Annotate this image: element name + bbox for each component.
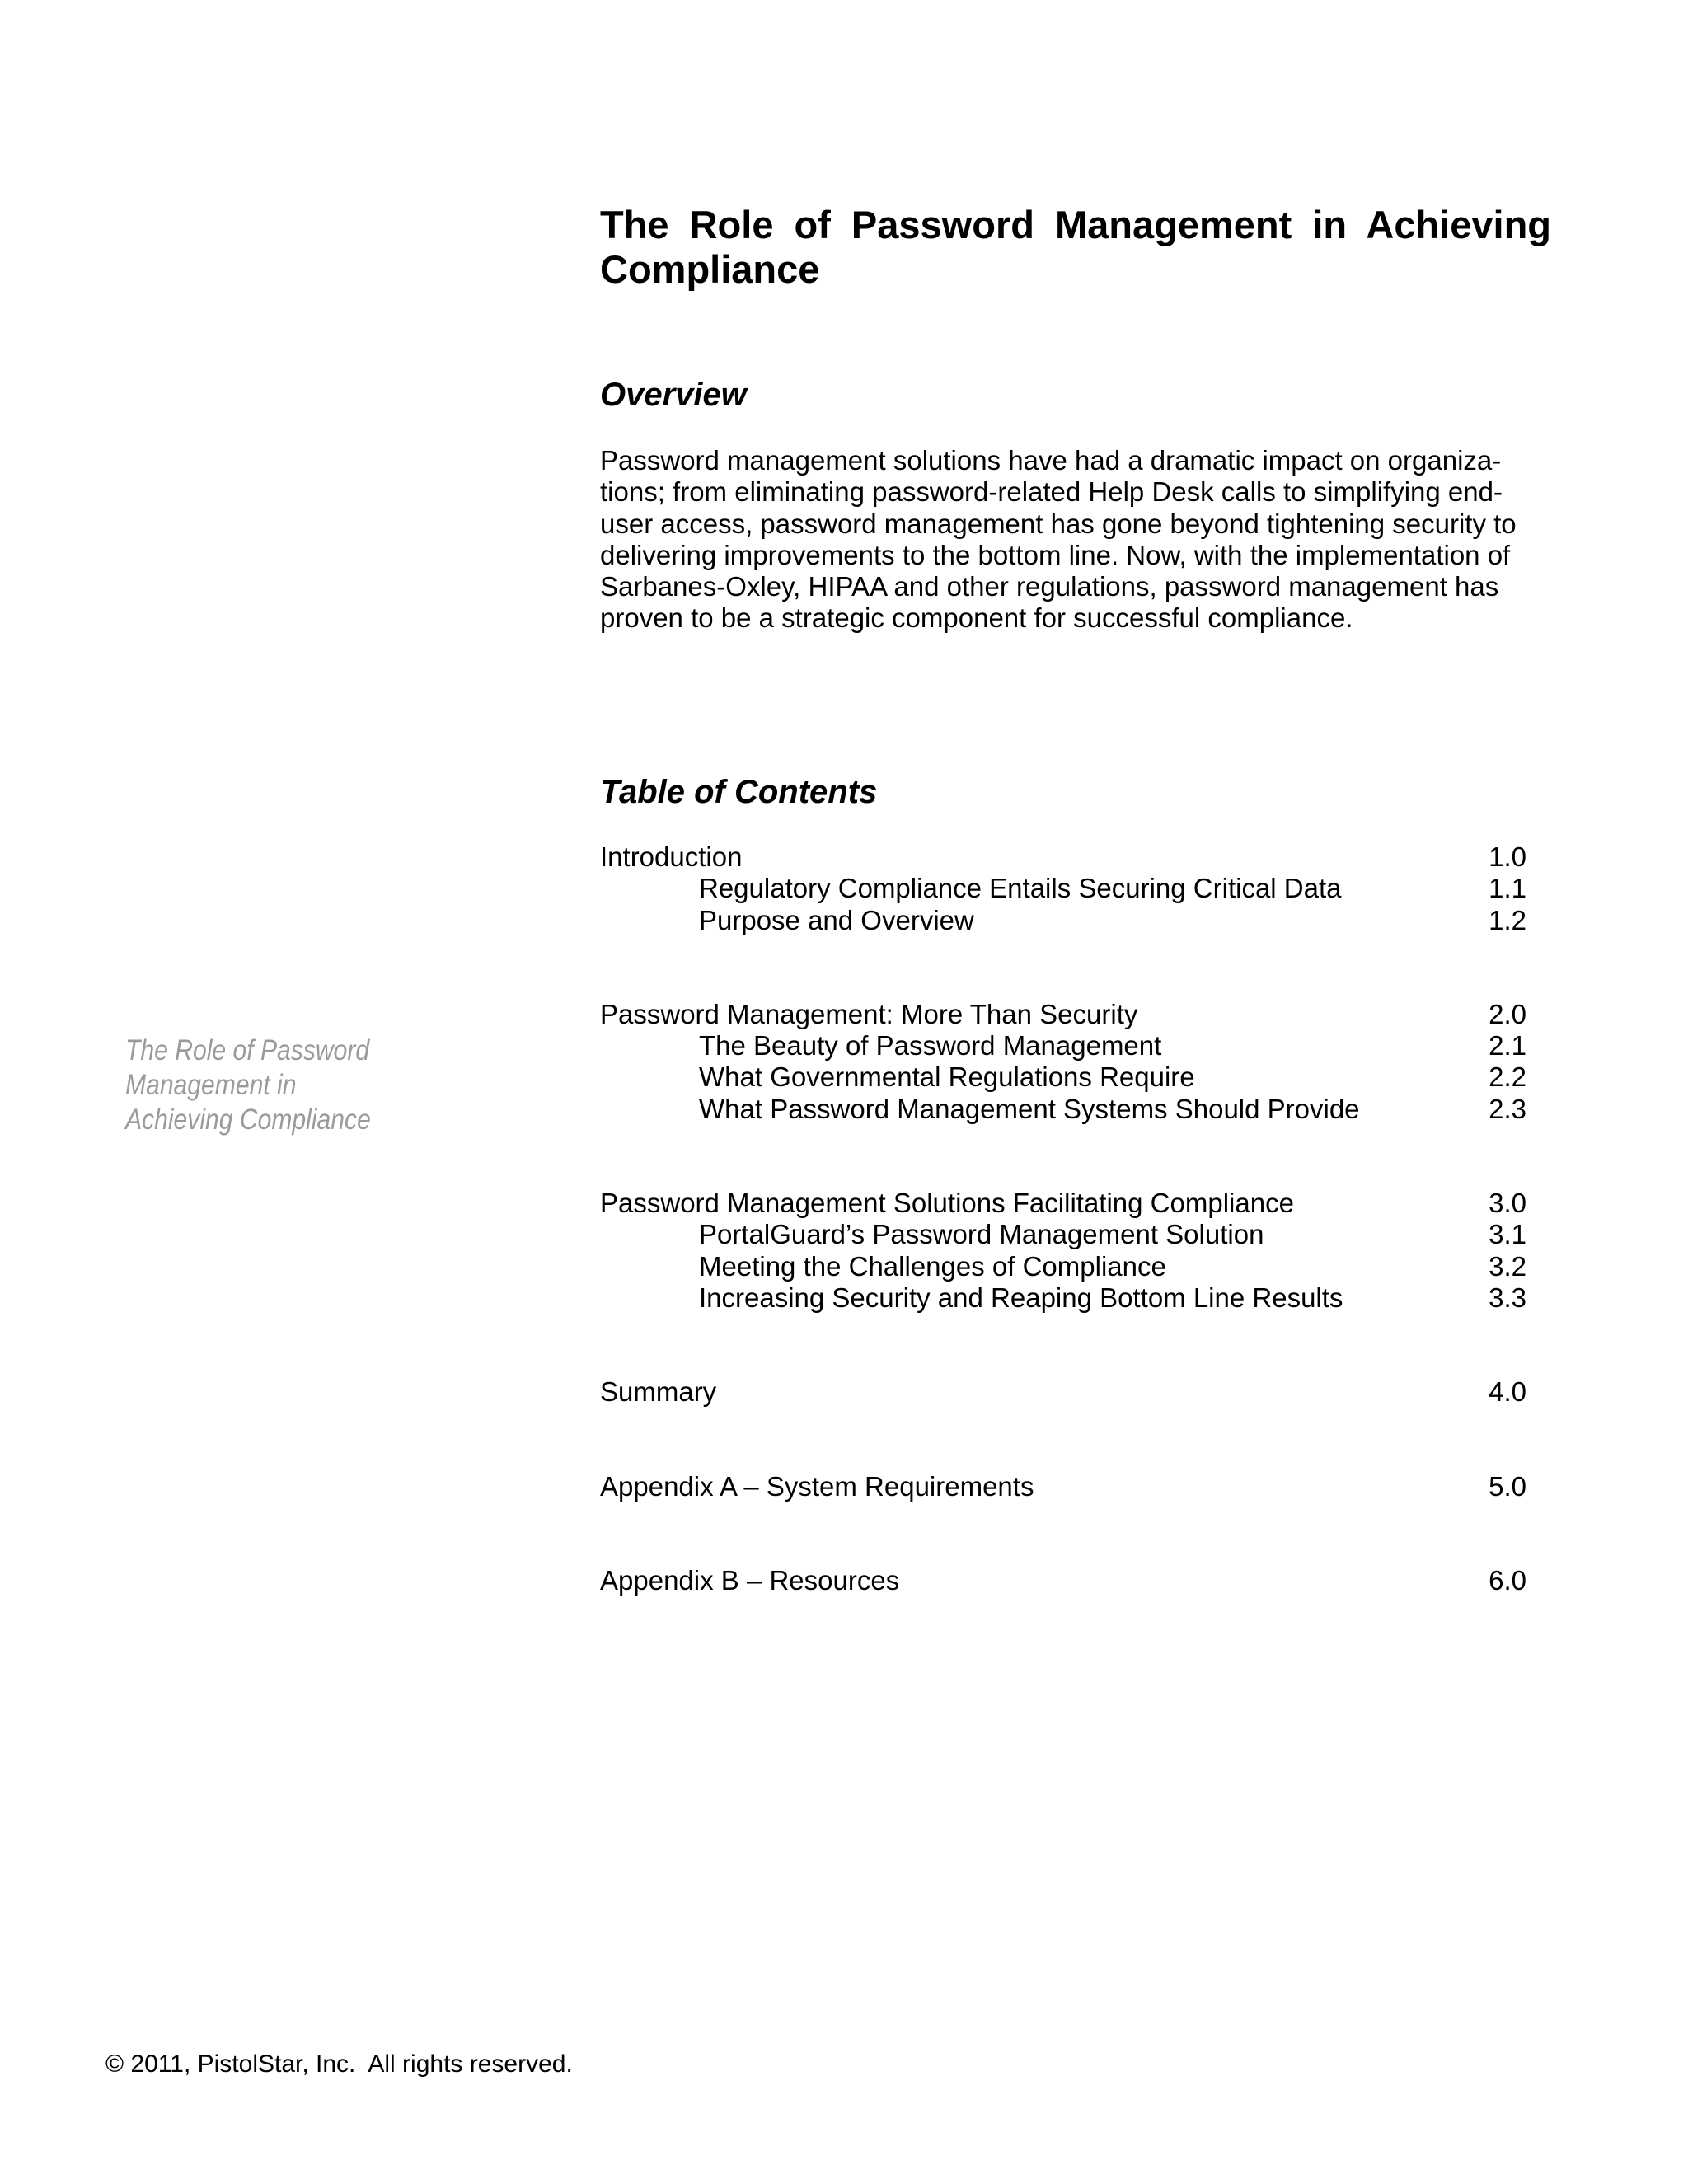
toc-entry-text: Password Management Solutions Facilitating Compliance <box>600 1188 1294 1219</box>
toc-entry-systems-provide <box>600 1094 1526 1125</box>
overview-line: tions; from eliminating password-related Help Desk calls to simplifying end- <box>600 476 1503 508</box>
toc-entry-text: The Beauty of Password Management <box>699 1030 1162 1062</box>
toc-entry-text: Password Management: More Than Security <box>600 998 1138 1029</box>
toc-entry-solutions <box>600 1188 1526 1219</box>
toc-entry-text: Appendix A – System Requirements <box>600 1470 1034 1502</box>
toc-entry-appendix-b <box>600 1565 1526 1596</box>
toc-entry-number: 6.0 <box>1489 1564 1526 1596</box>
toc-entry-number: 4.0 <box>1489 1376 1526 1408</box>
toc-entry-regulatory-compliance <box>600 873 1526 904</box>
toc-entry-number: 5.0 <box>1489 1470 1526 1502</box>
overview-line: delivering improvements to the bottom line. Now, with the implementation of <box>600 539 1511 570</box>
toc-entry-text: Meeting the Challenges of Compliance <box>699 1250 1166 1282</box>
toc-entry-number: 3.1 <box>1489 1219 1526 1250</box>
toc-entry-number: 3.2 <box>1489 1250 1526 1282</box>
side-title-line: Achieving Compliance <box>125 1104 371 1136</box>
toc-entry-text: Summary <box>600 1376 717 1408</box>
toc-entry-number: 2.3 <box>1489 1093 1526 1124</box>
toc-entry-number: 2.1 <box>1489 1030 1526 1062</box>
toc-entry-text: What Password Management Systems Should Provide <box>699 1093 1360 1124</box>
overview-line: proven to be a strategic component for successful compliance. <box>600 602 1353 634</box>
toc-entry-text: PortalGuard’s Password Management Solution <box>699 1219 1264 1250</box>
toc-entry-password-management <box>600 999 1526 1030</box>
toc-entry-text: Introduction <box>600 841 743 872</box>
table-of-contents <box>600 841 1526 1596</box>
toc-entry-text: What Governmental Regulations Require <box>699 1062 1195 1093</box>
page-title: The Role of Password Management in Achieving Compliance <box>600 203 1551 291</box>
toc-entry-beauty <box>600 1030 1526 1062</box>
toc-entry-summary <box>600 1376 1526 1408</box>
overview-line: Password management solutions have had a dramatic impact on organiza- <box>600 445 1502 476</box>
toc-entry-portalguard <box>600 1219 1526 1250</box>
toc-entry-challenges <box>600 1251 1526 1282</box>
toc-entry-number: 2.0 <box>1489 998 1526 1029</box>
overview-heading: Overview <box>600 377 747 413</box>
toc-entry-appendix-a <box>600 1471 1526 1502</box>
overview-paragraph <box>600 445 1556 635</box>
side-title <box>125 1033 381 1137</box>
toc-entry-number: 1.0 <box>1489 841 1526 872</box>
toc-entry-text: Regulatory Compliance Entails Securing Critical Data <box>699 873 1342 904</box>
side-title-line: The Role of Password <box>125 1034 370 1066</box>
overview-line: user access, password management has gone beyond tightening security to <box>600 508 1517 539</box>
toc-entry-number: 3.3 <box>1489 1282 1526 1313</box>
toc-entry-introduction <box>600 841 1526 873</box>
toc-entry-number: 1.2 <box>1489 904 1526 935</box>
toc-heading: Table of Contents <box>600 774 878 810</box>
toc-entry-text: Increasing Security and Reaping Bottom Line Results <box>699 1282 1343 1313</box>
toc-entry-number: 3.0 <box>1489 1188 1526 1219</box>
toc-entry-purpose-overview <box>600 905 1526 936</box>
overview-line: Sarbanes-Oxley, HIPAA and other regulations, password management has <box>600 571 1499 602</box>
side-title-line: Management in <box>125 1069 297 1101</box>
toc-entry-text: Purpose and Overview <box>699 904 974 935</box>
toc-entry-number: 2.2 <box>1489 1062 1526 1093</box>
toc-entry-number: 1.1 <box>1489 873 1526 904</box>
toc-entry-text: Appendix B – Resources <box>600 1564 900 1596</box>
toc-entry-regulations-require <box>600 1062 1526 1093</box>
toc-entry-bottom-line <box>600 1282 1526 1314</box>
copyright-footer: © 2011, PistolStar, Inc. All rights reserved. <box>106 2050 573 2078</box>
